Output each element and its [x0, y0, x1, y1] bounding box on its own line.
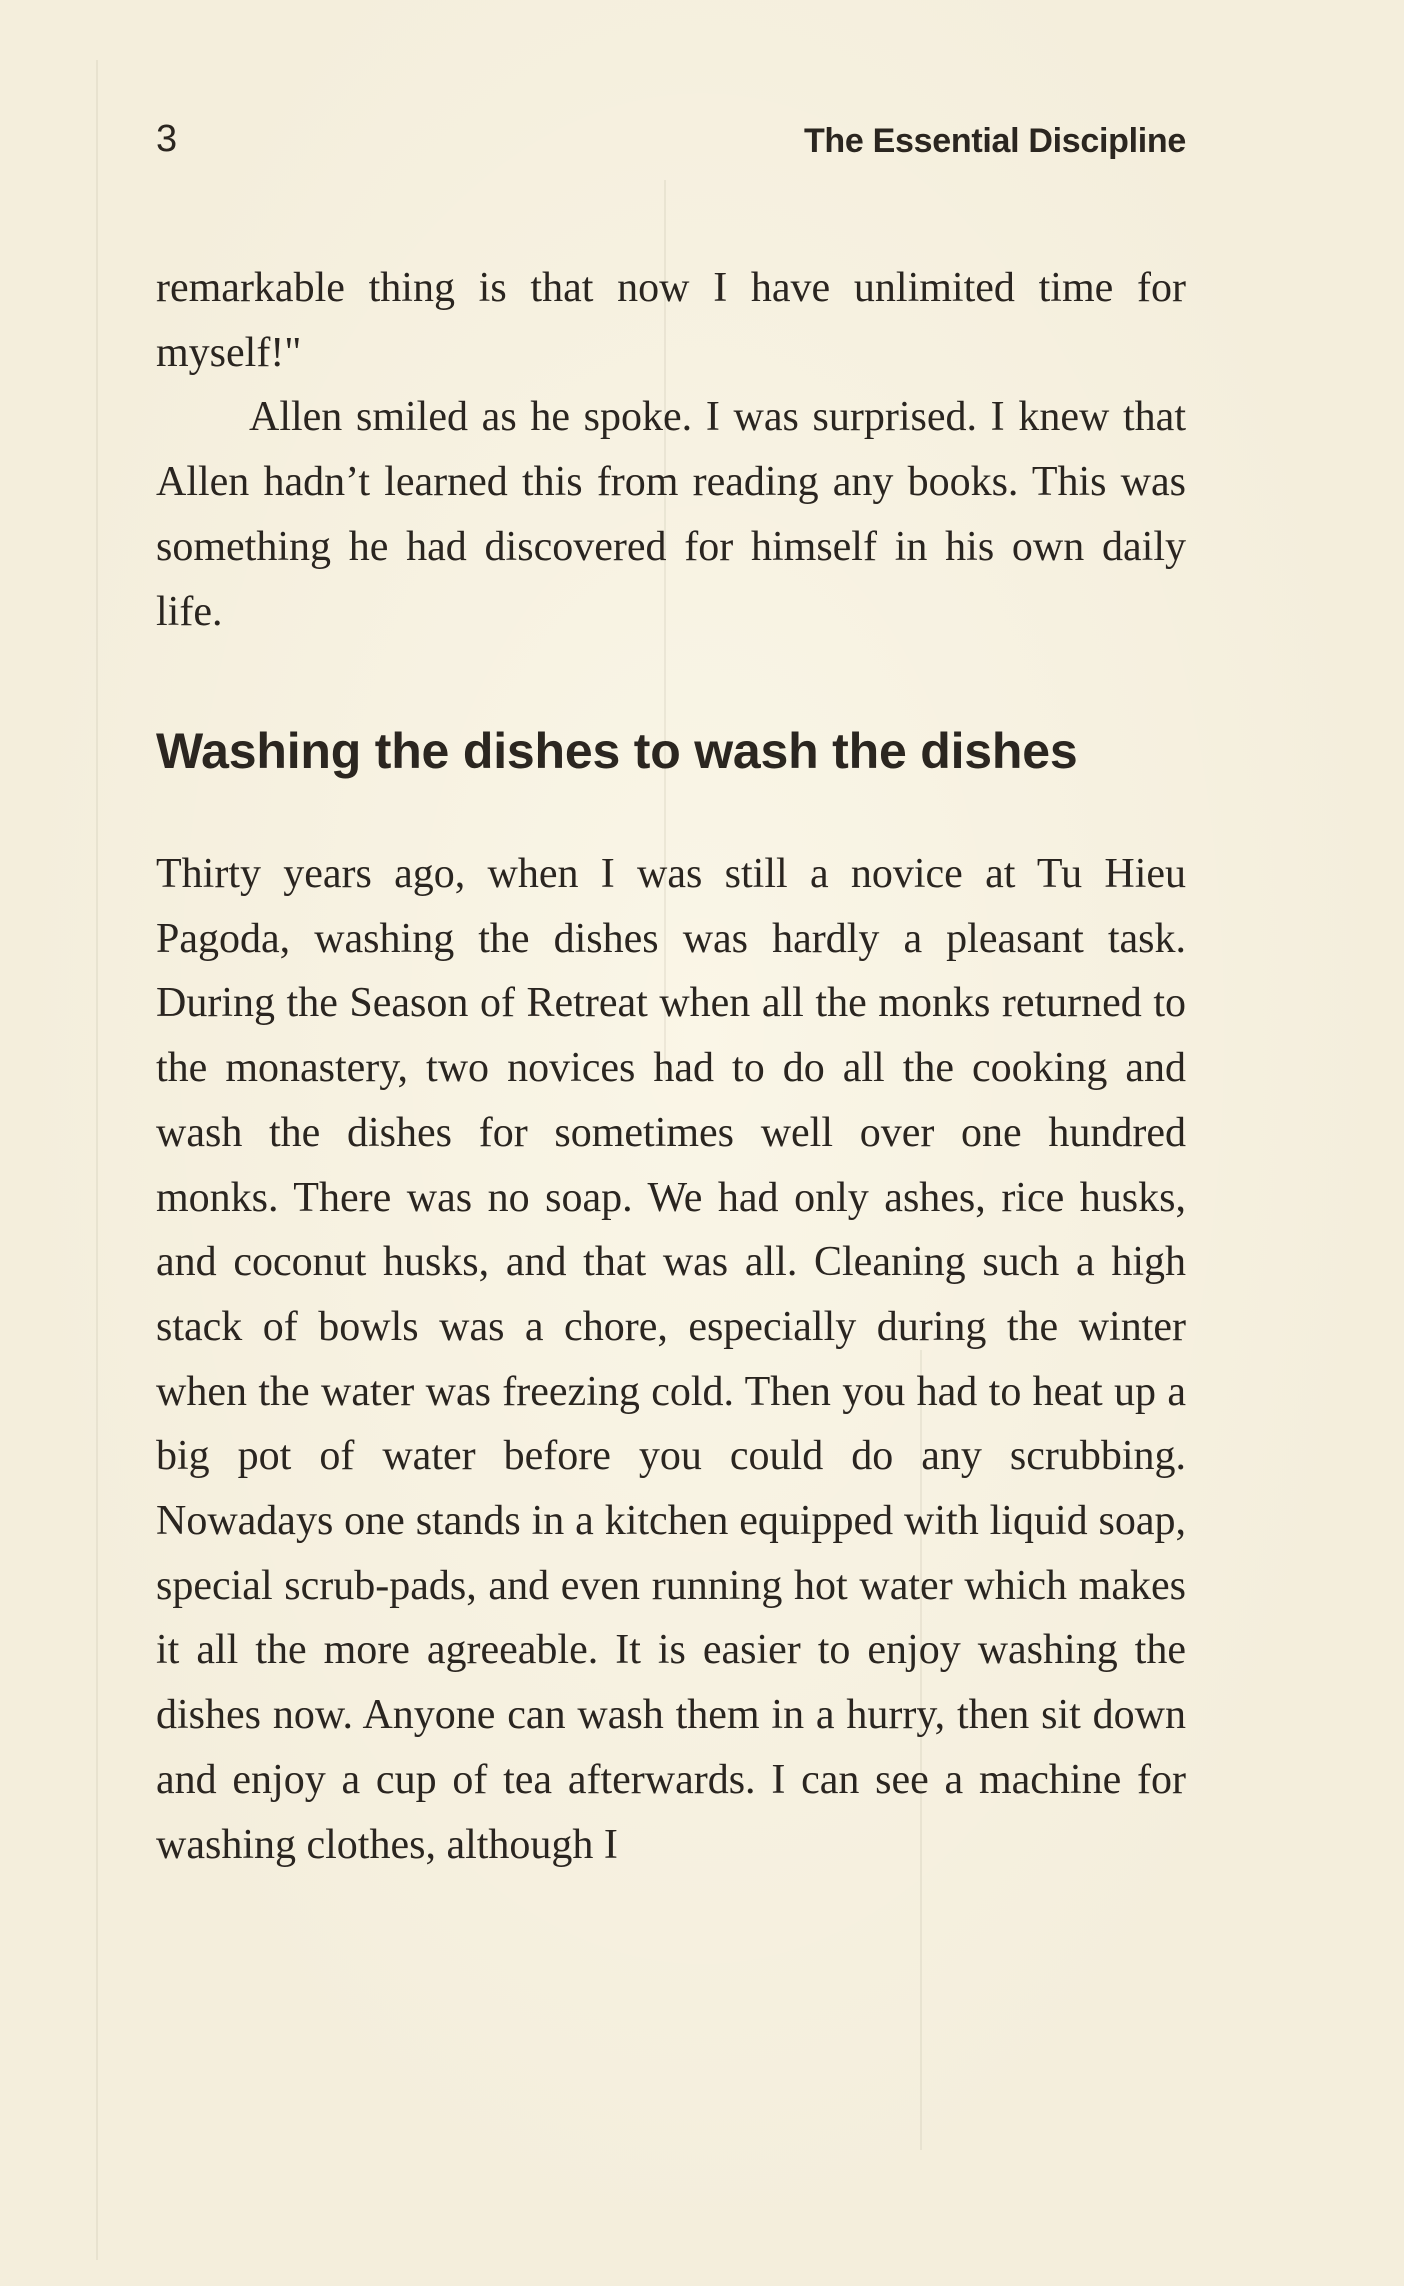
text-block-after-heading — [156, 842, 1186, 1877]
running-head: The Essential Discipline — [803, 122, 1186, 160]
paper-texture-line — [96, 60, 98, 2260]
paragraph: Thirty years ago, when I was still a novice at Tu Hieu Pagoda, washing the dishes was hardly a pleasant task. During the Season of Retreat when all the monks returned to the monastery, two novices had to do all the cooking and wash the dishes for sometimes well over one hundred monks. There was no soap. We had only ashes, rice husks, and coconut husks, and that was all. Cleaning such a high stack of bowls was a chore, especially during the winter when the water was freezing cold. Then you had to heat up a big pot of water before you could do any scrubbing. Nowadays one stands in a kitchen equipped with liquid soap, special scrub-pads, and even running hot water which makes it all the more agreeable. It is easier to enjoy washing the dishes now. Anyone can wash them in a hurry, then sit down and enjoy a cup of tea afterwards. I can see a machine for washing clothes, although I — [156, 851, 1186, 1868]
section-heading: Washing the dishes to wash the dishes — [156, 723, 1078, 779]
paragraph: Allen smiled as he spoke. I was surprised. I knew that Allen hadn’t learned this from reading any books. This was something he had discovered for himself in his own daily life. — [156, 394, 1186, 635]
text-block-before-heading — [156, 256, 1186, 644]
page-header — [156, 118, 1186, 168]
paragraph: remarkable thing is that now I have unlimited time for myself!" — [156, 265, 1186, 376]
page-number: 3 — [156, 118, 178, 160]
